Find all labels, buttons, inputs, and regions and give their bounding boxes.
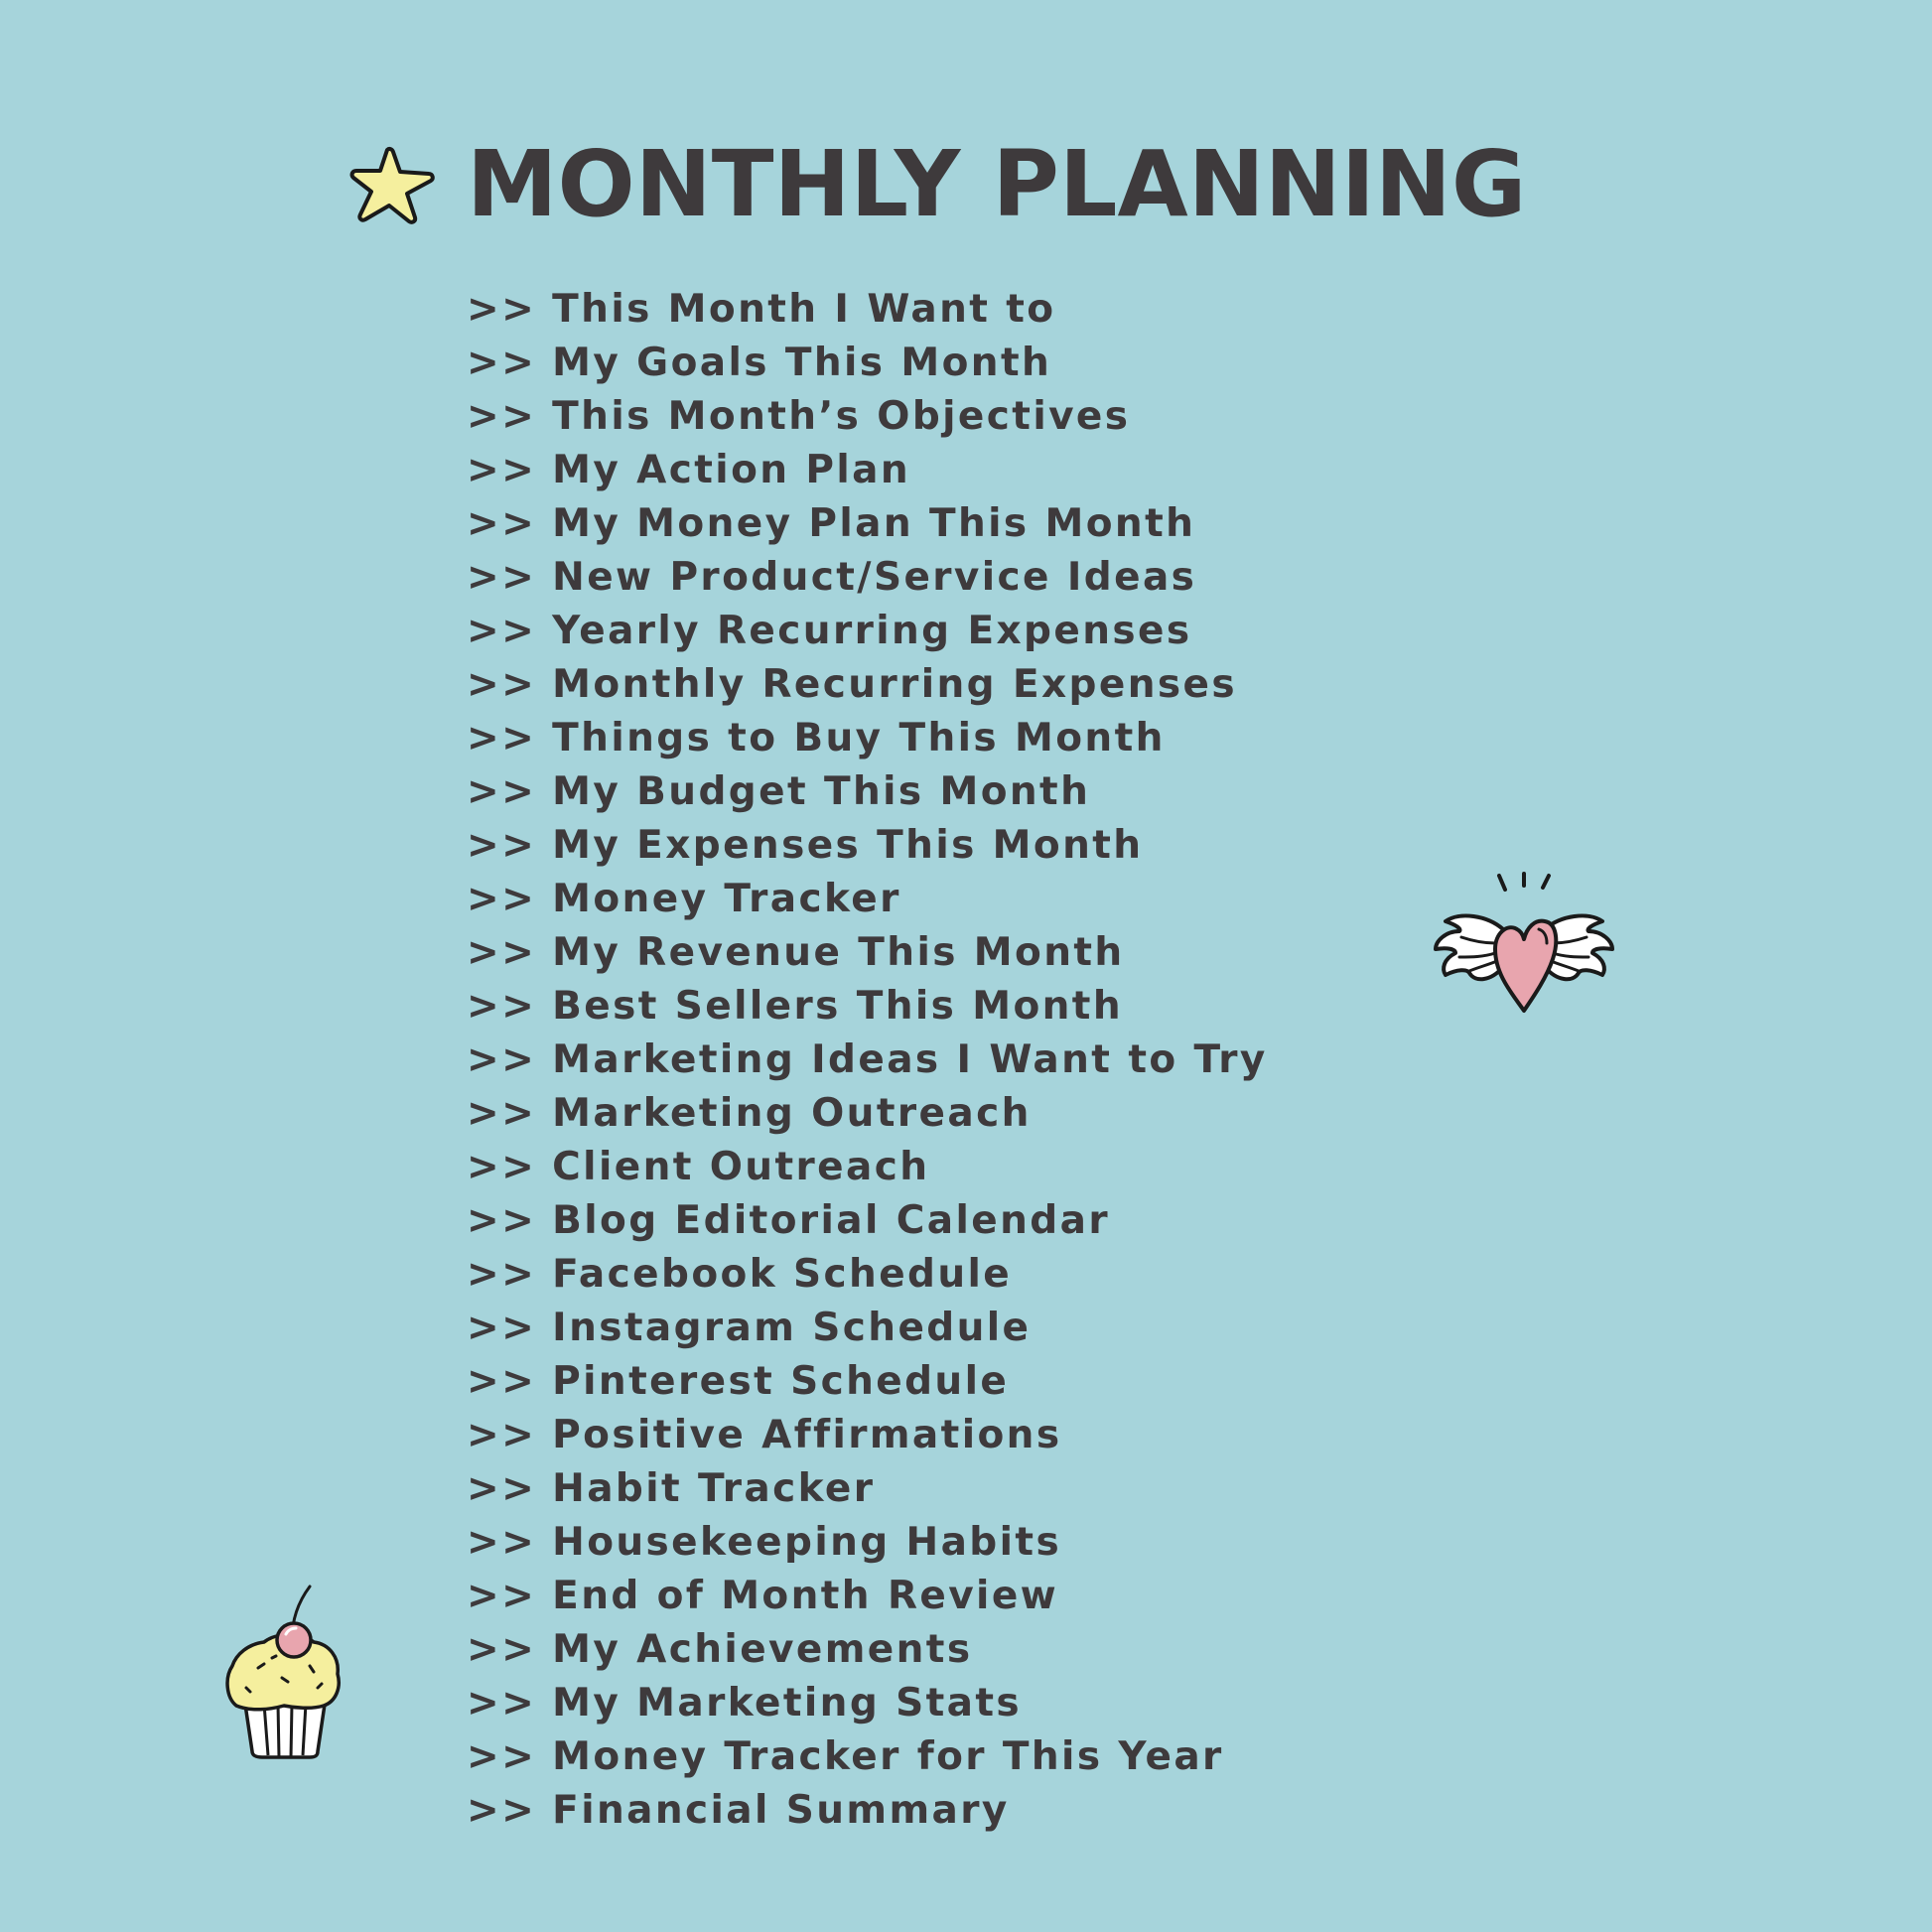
menu-item[interactable]: [467, 605, 1268, 658]
menu-item-arrow: >>: [467, 1734, 537, 1779]
menu-item-arrow: >>: [467, 341, 537, 385]
winged-heart-icon: [1432, 872, 1616, 1017]
menu-item-label: Money Tracker for This Year: [552, 1734, 1224, 1779]
menu-item[interactable]: [467, 337, 1268, 390]
menu-item[interactable]: [467, 819, 1268, 873]
menu-item-label: My Achievements: [552, 1627, 973, 1672]
cupcake-icon: [222, 1579, 344, 1763]
menu-item-label: My Budget This Month: [552, 769, 1091, 814]
menu-item-label: Financial Summary: [552, 1788, 1010, 1833]
menu-item-arrow: >>: [467, 662, 537, 707]
menu-item-arrow: >>: [467, 609, 537, 653]
menu-item-arrow: >>: [467, 1145, 537, 1189]
menu-item-arrow: >>: [467, 1091, 537, 1136]
menu-item[interactable]: [467, 712, 1268, 765]
menu-item[interactable]: [467, 658, 1268, 712]
menu-item[interactable]: [467, 1570, 1268, 1623]
page-header: [349, 131, 1527, 237]
planning-menu-list: [467, 283, 1268, 1838]
menu-item-label: Yearly Recurring Expenses: [552, 609, 1192, 653]
menu-item[interactable]: [467, 1087, 1268, 1141]
menu-item-label: My Revenue This Month: [552, 930, 1125, 975]
menu-item[interactable]: [467, 1355, 1268, 1409]
menu-item[interactable]: [467, 1141, 1268, 1194]
menu-item-arrow: >>: [467, 877, 537, 921]
menu-item[interactable]: [467, 1248, 1268, 1302]
menu-item-arrow: >>: [467, 823, 537, 868]
menu-item[interactable]: [467, 765, 1268, 819]
menu-item-label: My Marketing Stats: [552, 1681, 1023, 1725]
menu-item-arrow: >>: [467, 501, 537, 546]
menu-item[interactable]: [467, 980, 1268, 1034]
menu-item-label: Money Tracker: [552, 877, 901, 921]
menu-item-arrow: >>: [467, 769, 537, 814]
menu-item[interactable]: [467, 1730, 1268, 1784]
menu-item-arrow: >>: [467, 394, 537, 439]
menu-item-arrow: >>: [467, 1520, 537, 1565]
menu-item[interactable]: [467, 1516, 1268, 1570]
menu-item-arrow: >>: [467, 1306, 537, 1350]
menu-item-arrow: >>: [467, 984, 537, 1029]
menu-item[interactable]: [467, 551, 1268, 605]
menu-item-label: Instagram Schedule: [552, 1306, 1032, 1350]
menu-item-label: Things to Buy This Month: [552, 716, 1166, 760]
menu-item-label: Blog Editorial Calendar: [552, 1198, 1110, 1243]
menu-item-label: My Goals This Month: [552, 341, 1052, 385]
menu-item-label: Marketing Outreach: [552, 1091, 1032, 1136]
star-icon: [349, 144, 437, 225]
menu-item-arrow: >>: [467, 1788, 537, 1833]
menu-item[interactable]: [467, 444, 1268, 497]
menu-item-label: Marketing Ideas I Want to Try: [552, 1037, 1268, 1082]
menu-item-arrow: >>: [467, 1413, 537, 1457]
menu-item[interactable]: [467, 283, 1268, 337]
menu-item[interactable]: [467, 873, 1268, 926]
menu-item[interactable]: [467, 1677, 1268, 1730]
menu-item-label: Habit Tracker: [552, 1466, 876, 1511]
menu-item[interactable]: [467, 1302, 1268, 1355]
menu-item[interactable]: [467, 497, 1268, 551]
menu-item-arrow: >>: [467, 1198, 537, 1243]
menu-item-label: Monthly Recurring Expenses: [552, 662, 1237, 707]
menu-item-arrow: >>: [467, 1681, 537, 1725]
page-title: MONTHLY PLANNING: [467, 131, 1527, 237]
menu-item-label: New Product/Service Ideas: [552, 555, 1197, 600]
menu-item-label: Client Outreach: [552, 1145, 930, 1189]
menu-item-arrow: >>: [467, 1359, 537, 1404]
menu-item[interactable]: [467, 1194, 1268, 1248]
menu-item-label: Housekeeping Habits: [552, 1520, 1062, 1565]
menu-item-label: This Month I Want to: [552, 287, 1056, 332]
menu-item[interactable]: [467, 1409, 1268, 1462]
menu-item-arrow: >>: [467, 930, 537, 975]
menu-item-arrow: >>: [467, 716, 537, 760]
menu-item-label: My Money Plan This Month: [552, 501, 1196, 546]
menu-item-arrow: >>: [467, 1252, 537, 1297]
menu-item[interactable]: [467, 1034, 1268, 1087]
menu-item-label: Best Sellers This Month: [552, 984, 1124, 1029]
menu-item-label: My Expenses This Month: [552, 823, 1144, 868]
menu-item[interactable]: [467, 926, 1268, 980]
menu-item-label: My Action Plan: [552, 448, 911, 492]
menu-item-arrow: >>: [467, 1466, 537, 1511]
menu-item-arrow: >>: [467, 1574, 537, 1618]
menu-item[interactable]: [467, 1623, 1268, 1677]
menu-item-label: This Month’s Objectives: [552, 394, 1131, 439]
menu-item-arrow: >>: [467, 287, 537, 332]
menu-item-label: Positive Affirmations: [552, 1413, 1062, 1457]
menu-item-label: Facebook Schedule: [552, 1252, 1013, 1297]
menu-item-arrow: >>: [467, 1037, 537, 1082]
menu-item-arrow: >>: [467, 1627, 537, 1672]
menu-item-label: End of Month Review: [552, 1574, 1059, 1618]
menu-item-arrow: >>: [467, 448, 537, 492]
menu-item[interactable]: [467, 1462, 1268, 1516]
menu-item-arrow: >>: [467, 555, 537, 600]
menu-item[interactable]: [467, 1784, 1268, 1838]
menu-item-label: Pinterest Schedule: [552, 1359, 1010, 1404]
menu-item[interactable]: [467, 390, 1268, 444]
